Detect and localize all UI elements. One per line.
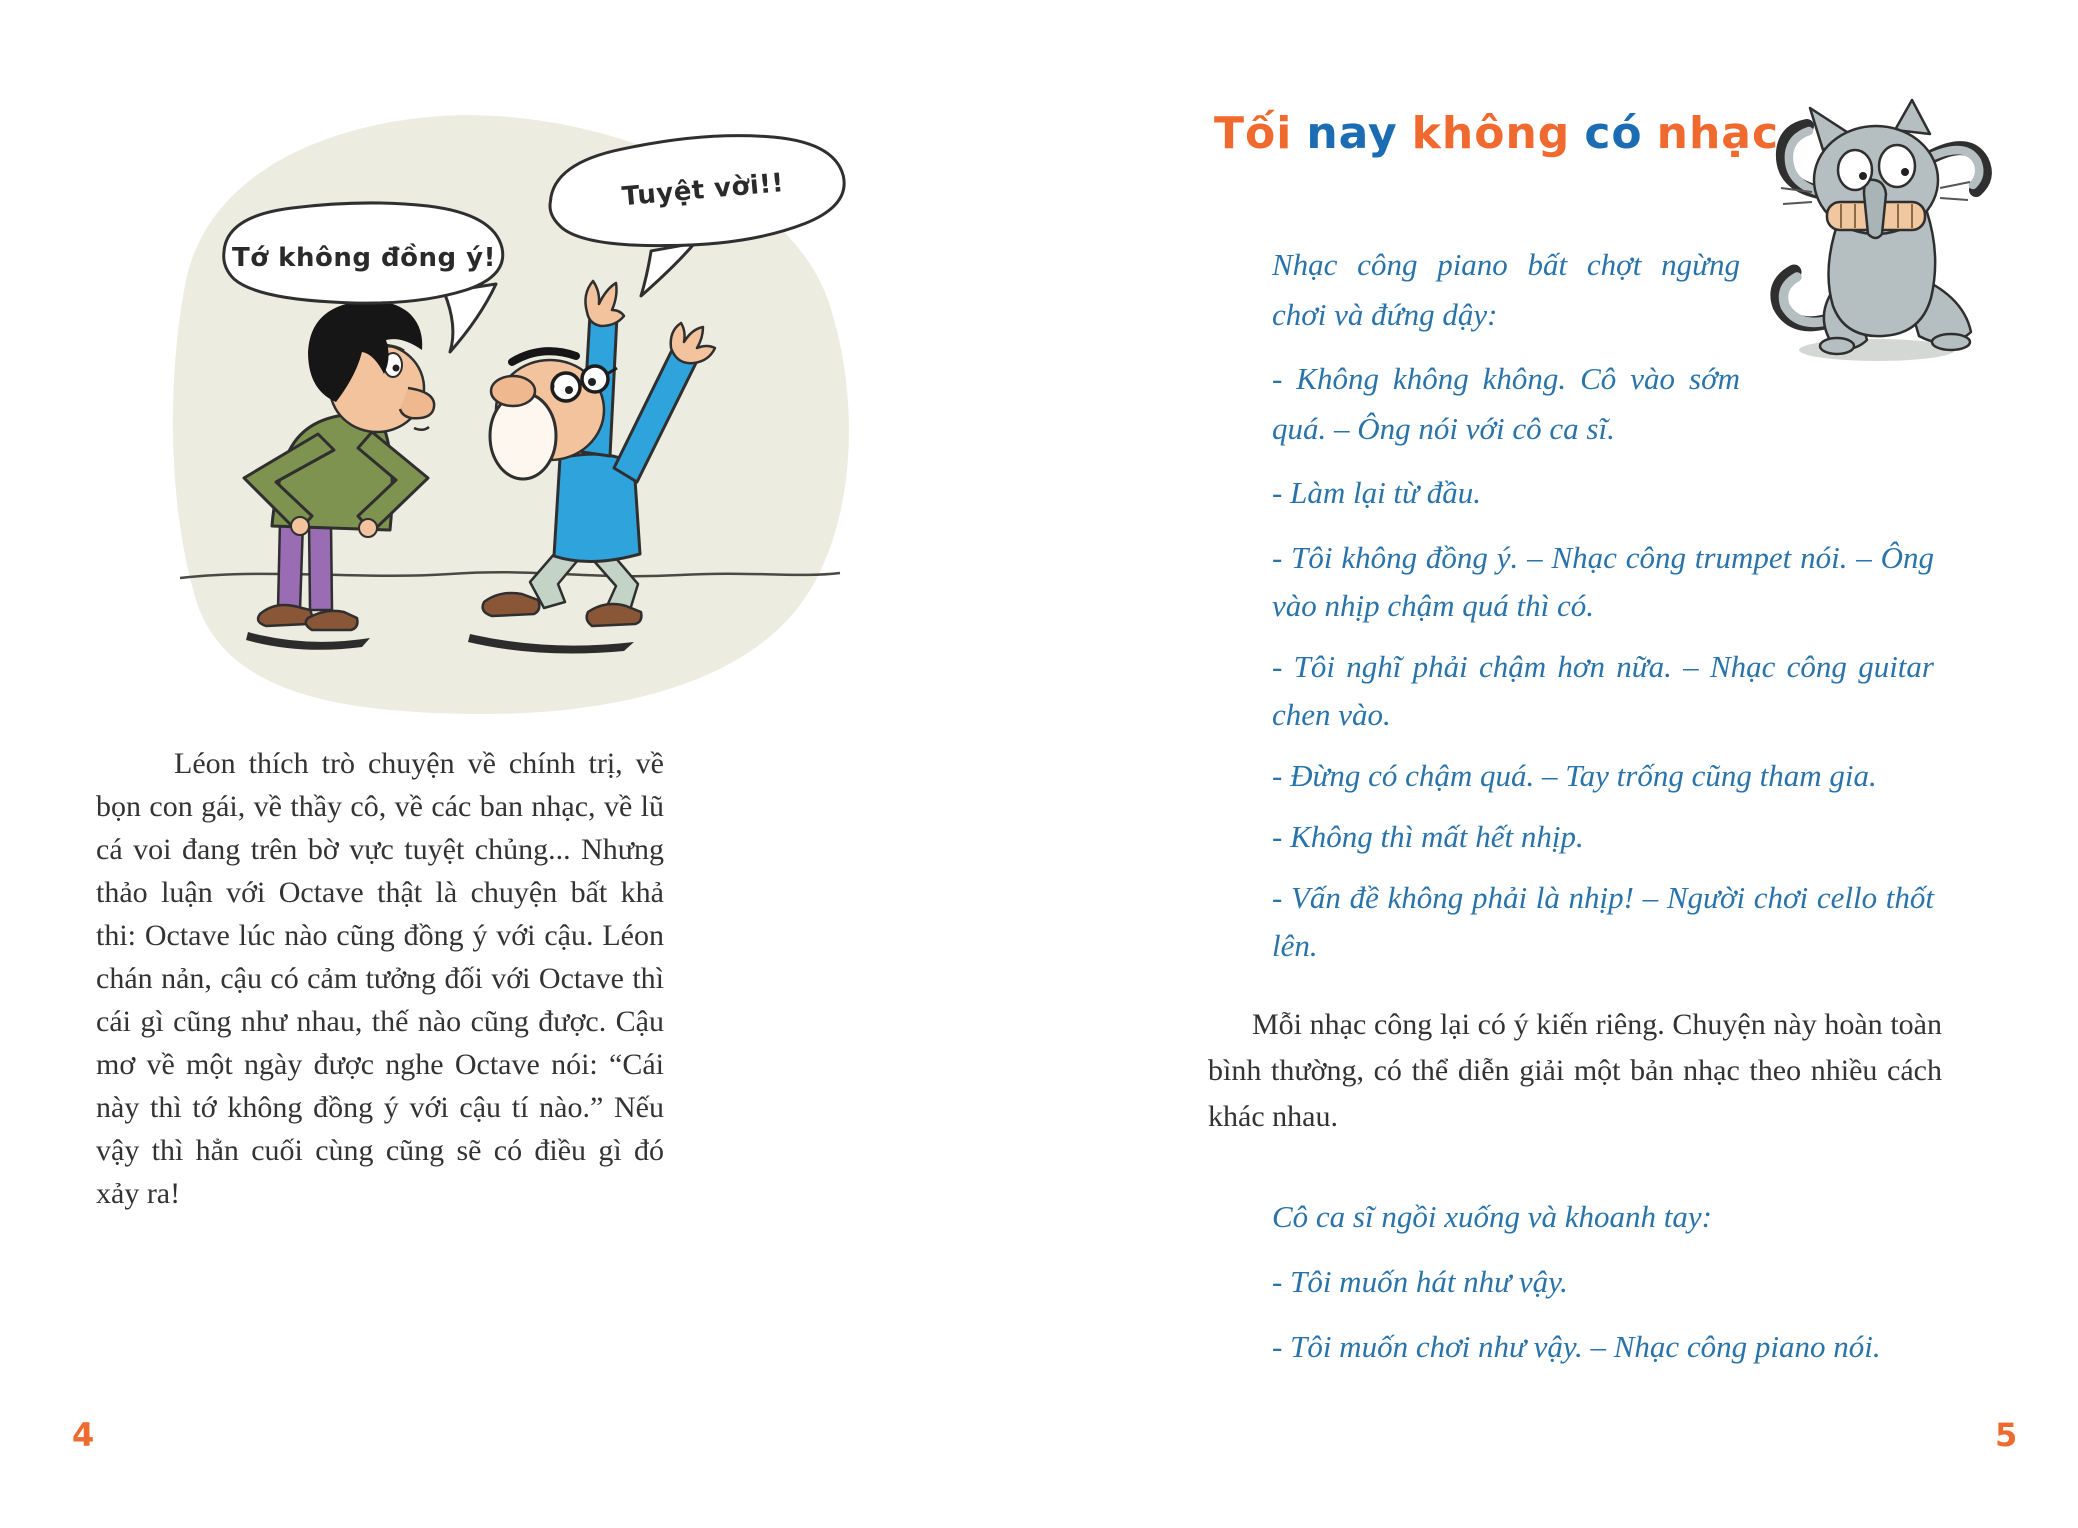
dialogue-line: Nhạc công piano bất chợt ngừng chơi và đứng dậy: — [1272, 247, 1740, 332]
dialogue-line: - Tôi muốn hát như vậy. — [1272, 1264, 1568, 1299]
narration-paragraph: Mỗi nhạc công lại có ý kiến riêng. Chuyện này hoàn toàn bình thường, có thể diễn giải một bản nhạc theo nhiều cách khác nhau. — [1208, 1008, 1942, 1133]
title-word: có — [1584, 108, 1643, 159]
dialogue-line: - Tôi không đồng ý. – Nhạc công trumpet nói. – Ông vào nhịp chậm quá thì có. — [1272, 540, 1934, 623]
right-page-number: 5 — [1995, 1416, 2018, 1454]
chapter-title — [1214, 108, 1793, 159]
argument-illustration-svg — [140, 100, 880, 740]
dialogue-line: - Không không không. Cô vào sớm quá. – Ông nói với cô ca sĩ. — [1272, 361, 1740, 446]
title-word: không — [1411, 108, 1571, 159]
title-word: nhạc — [1656, 108, 1780, 159]
left-page-number: 4 — [72, 1416, 95, 1454]
dialogue-line: - Làm lại từ đầu. — [1272, 475, 1481, 510]
bubble-right-text: Tuyệt vời!! — [620, 168, 786, 213]
dialogue-line: - Tôi nghĩ phải chậm hơn nữa. – Nhạc công guitar chen vào. — [1272, 649, 1934, 732]
dialogue-line: - Vấn đề không phải là nhịp! – Người chơi cello thốt lên. — [1272, 880, 1934, 963]
bubble-left-text: Tớ không đồng ý! — [232, 243, 496, 273]
stressed-cat-svg — [1748, 96, 1998, 368]
left-page-paragraph: Léon thích trò chuyện về chính trị, về bọn con gái, về thầy cô, về các ban nhạc, về lũ cá voi đang trên bờ vực tuyệt chủng... Nhưng thảo luận với Octave thật là chuyện bất khả thi: Octave lúc nào cũng đồng ý với cậu. Léon chán nản, cậu có cảm tưởng đối với Octave thì cái gì cũng như nhau, thế nào cũng được. Cậu mơ về một ngày được nghe Octave nói: “Cái này thì tớ không đồng ý với cậu tí nào.” Nếu vậy thì hẳn cuối cùng cũng sẽ có điều gì đó xảy ra! — [96, 747, 664, 1210]
argument-illustration — [140, 100, 880, 740]
dialogue-line: - Không thì mất hết nhịp. — [1272, 819, 1584, 854]
stressed-cat — [1778, 100, 1985, 361]
dialogue-block-top — [1272, 240, 1740, 518]
dialogue-line: - Tôi muốn chơi như vậy. – Nhạc công piano nói. — [1272, 1329, 1881, 1364]
right-page — [1039, 0, 2078, 1528]
dialogue-block-main — [1272, 534, 1934, 970]
title-word: nay — [1306, 108, 1398, 159]
title-word: Tối — [1214, 108, 1293, 159]
dialogue-line: Cô ca sĩ ngồi xuống và khoanh tay: — [1272, 1199, 1712, 1234]
dialogue-line: - Đừng có chậm quá. – Tay trống cũng tham gia. — [1272, 758, 1877, 793]
stressed-cat-illustration — [1748, 96, 1998, 368]
dialogue-block-bottom — [1272, 1192, 1962, 1372]
